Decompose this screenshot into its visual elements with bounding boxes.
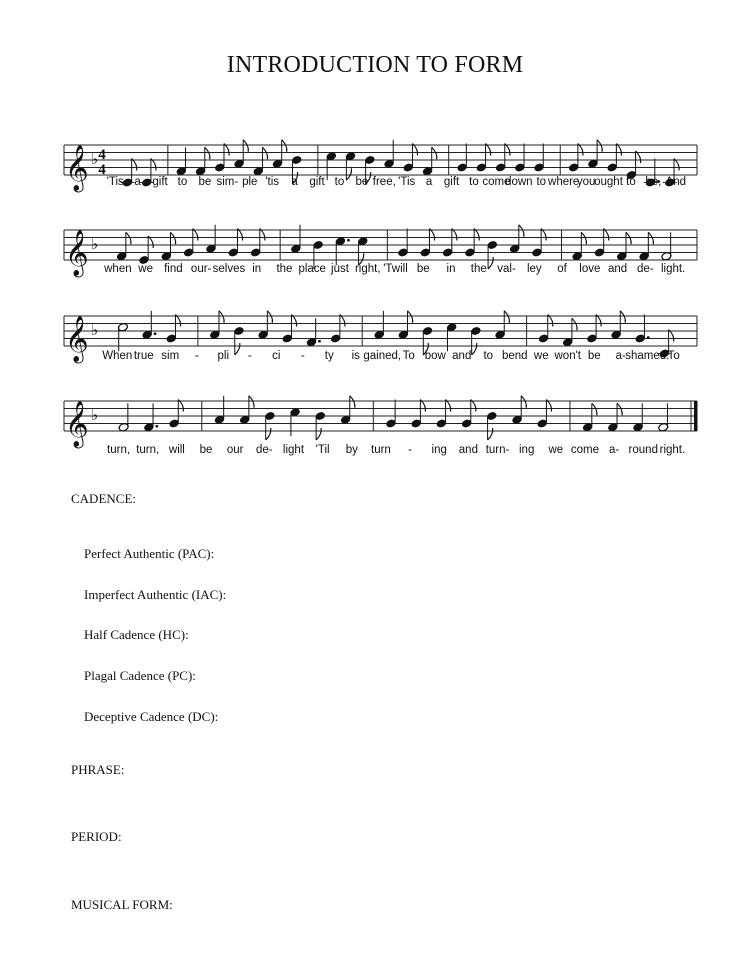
lyric-syllable: be [355,176,369,188]
lyric-syllable: val- [497,263,516,275]
lyric-syllable: won't [554,350,581,362]
question-iac: Imperfect Authentic (IAC): [84,587,227,602]
lyric-syllable: gift [309,176,325,188]
lyric-syllable: When [102,350,133,362]
lyric-syllable: and [608,263,628,275]
lyric-syllable: turn, [107,444,131,456]
question-pc: Plagal Cadence (PC): [84,668,196,683]
lyric-syllable: when [104,263,132,275]
lyric-syllable: our [226,444,244,456]
question-cadence: CADENCE: [71,491,136,506]
lyric-syllable: light. [660,263,686,275]
note-flag [249,396,254,408]
lyric-syllable: - [194,350,199,362]
lyric-syllable: ty [324,350,334,362]
lyric-syllable: by [345,444,358,456]
lyric-syllable: we [548,444,564,456]
key-signature-flat-icon: ♭ [91,406,99,424]
lyric-syllable: down [505,176,533,188]
lyric-syllable: the [470,263,487,275]
lyric-syllable: gift [443,176,460,188]
note-flag [266,428,271,440]
lyric-syllable: to [536,176,547,188]
lyric-syllable: 'Tis [398,176,416,188]
treble-clef-icon: 𝄞 [65,145,89,191]
lyric-syllable: love [579,263,601,275]
lyric-syllable: - [408,444,412,456]
lyric-syllable: true [133,350,154,362]
lyric-syllable: of [557,263,567,275]
lyric-syllable: bow [424,350,446,362]
lyric-syllable: to [469,176,479,188]
lyric-syllable: de- [256,444,273,456]
lyric-syllable: is [351,350,360,362]
lyric-syllable: place [298,263,326,275]
note-dot [155,425,158,428]
lyric-syllable: just [331,263,349,275]
lyric-syllable: and [458,444,478,456]
lyric-syllable: pli [217,350,230,362]
note-flag [521,396,526,408]
lyric-syllable: to [334,176,345,188]
lyric-syllable: gift [152,176,168,188]
question-period: PERIOD: [71,829,122,844]
page-title: INTRODUCTION TO FORM [226,52,524,78]
lyric-syllable: we [138,263,153,275]
lyric-syllable: To [667,350,680,362]
lyric-syllable: 'Twill [383,263,408,275]
note-flag [592,403,597,415]
lyric-syllable: ought [594,176,623,188]
question-hc: Half Cadence (HC): [84,627,189,642]
lyric-syllable: you [576,176,596,188]
lyric-syllable: 'tis [265,176,280,188]
lyric-syllable: a [134,176,141,188]
lyric-syllable: in [252,263,262,275]
lyric-syllable: And [665,176,687,188]
lyric-syllable: turn, [136,444,160,456]
lyric-syllable: be [199,444,213,456]
lyric-syllable: to [483,350,494,362]
final-barline-thick [694,401,698,431]
lyric-syllable: ing [431,444,447,456]
lyric-syllable: be [198,176,212,188]
note-flag [350,396,355,408]
lyric-syllable: a [425,176,433,188]
lyric-syllable: right, [354,263,381,275]
lyric-syllable: in [446,263,456,275]
lyric-syllable: and [452,350,472,362]
lyric-syllable: a- [609,444,620,456]
note-flag [617,403,622,415]
lyric-syllable: bend [501,350,528,362]
lyric-syllable: ley [526,263,542,275]
treble-clef-icon: 𝄞 [65,401,89,447]
lyric-syllable: 'Til [315,444,330,456]
lyric-syllable: 'Tis [106,176,124,188]
time-signature-top: 4 [98,147,106,163]
lyric-syllable: the [276,263,293,275]
lyric-syllable: turn [371,444,391,456]
lyric-syllable: a- [615,350,626,362]
lyric-syllable: light [282,444,305,456]
lyric-syllable: ple [242,176,258,188]
lyric-syllable: be [416,263,430,275]
lyric-syllable: ci [272,350,281,362]
treble-clef-icon: 𝄞 [65,230,89,276]
lyric-syllable: ing [518,444,535,456]
lyric-syllable: to [626,176,636,188]
lyric-syllable: our- [190,263,212,275]
lyric-syllable: gained, [363,350,402,362]
lyric-syllable: round [628,444,658,456]
lyric-syllable: a [291,176,298,188]
lyric-syllable: find [164,263,183,275]
lyric-syllable: sim- [216,176,239,188]
lyric-syllable: be, [645,176,662,188]
lyric-syllable: will [168,444,185,456]
time-signature-bottom: 4 [98,162,106,178]
key-signature-flat-icon: ♭ [91,235,99,253]
lyric-syllable: be [587,350,601,362]
question-dc: Deceptive Cadence (DC): [84,709,219,724]
lyric-syllable: selves [212,263,246,275]
lyric-syllable: we [533,350,549,362]
question-phrase: PHRASE: [71,762,125,777]
lyric-syllable: To [402,350,415,362]
question-pac: Perfect Authentic (PAC): [84,546,215,561]
lyric-syllable: sim [161,350,180,362]
lyric-syllable: shamed. [625,350,670,362]
note-flag [316,428,321,440]
lyric-syllable: come [570,444,600,456]
lyric-syllable: to [177,176,188,188]
treble-clef-icon: 𝄞 [65,316,89,362]
note-flag [488,428,493,440]
lyric-syllable: - [247,350,252,362]
lyric-syllable: where [548,176,580,188]
lyric-syllable: come [482,176,511,188]
question-musical-form: MUSICAL FORM: [71,897,173,912]
lyric-syllable: de- [637,263,654,275]
lyric-syllable: - [300,350,305,362]
key-signature-flat-icon: ♭ [91,321,99,339]
lyric-syllable: free, [372,176,396,188]
lyric-syllable: right. [659,444,686,456]
lyric-syllable: turn- [485,444,510,456]
key-signature-flat-icon: ♭ [91,150,99,168]
